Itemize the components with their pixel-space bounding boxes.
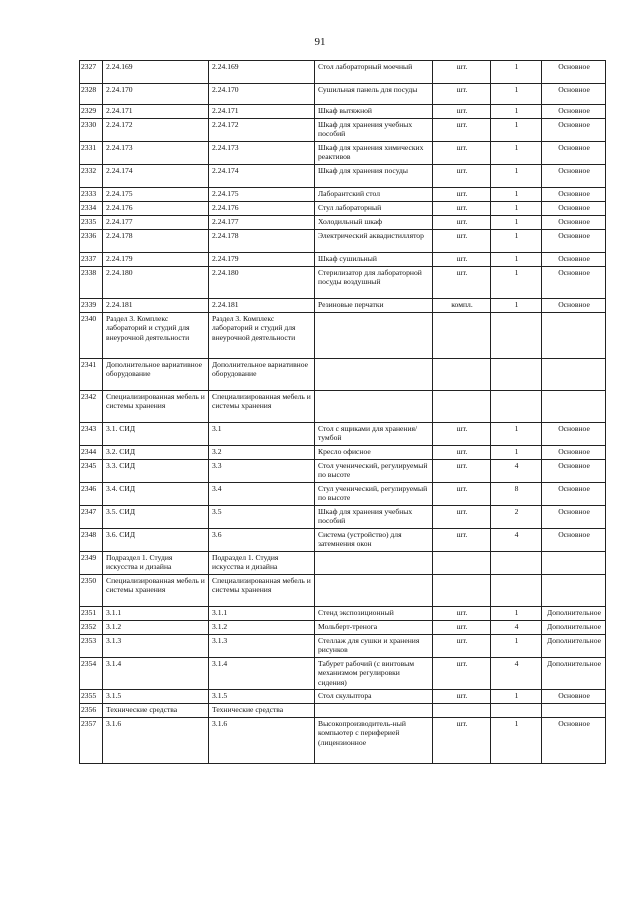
- type-cell: Основное: [542, 84, 606, 105]
- quantity-cell: 8: [491, 483, 542, 506]
- unit-cell: компл.: [433, 299, 491, 313]
- item-name-cell: Мольберт-тренога: [315, 621, 433, 635]
- code-cell: 2.24.170: [103, 84, 209, 105]
- table-row: [80, 552, 606, 575]
- table-row: [80, 423, 606, 446]
- type-cell: Основное: [542, 61, 606, 84]
- unit-cell: шт.: [433, 230, 491, 253]
- row-number-cell: 2348: [80, 529, 103, 552]
- unit-cell: шт.: [433, 718, 491, 764]
- code-cell: 2.24.179: [103, 253, 209, 267]
- quantity-cell: 1: [491, 84, 542, 105]
- row-number-cell: 2350: [80, 575, 103, 607]
- table-row: [80, 690, 606, 704]
- table-row: [80, 621, 606, 635]
- item-name-cell: Шкаф сушильный: [315, 253, 433, 267]
- item-name-cell: [315, 575, 433, 607]
- table-row: [80, 253, 606, 267]
- code-cell: 2.24.172: [103, 119, 209, 142]
- code-cell: 2.24.180: [103, 267, 209, 299]
- code-cell: 2.24.169: [103, 61, 209, 84]
- quantity-cell: 1: [491, 718, 542, 764]
- quantity-cell: 1: [491, 230, 542, 253]
- reference-cell: 3.2: [209, 446, 315, 460]
- reference-cell: 3.1.3: [209, 635, 315, 658]
- code-cell: 3.6. СИД: [103, 529, 209, 552]
- unit-cell: шт.: [433, 202, 491, 216]
- unit-cell: [433, 575, 491, 607]
- item-name-cell: Стол с ящиками для хранения/тумбой: [315, 423, 433, 446]
- table-row: [80, 607, 606, 621]
- quantity-cell: 1: [491, 188, 542, 202]
- reference-cell: 2.24.171: [209, 105, 315, 119]
- reference-cell: 3.1.2: [209, 621, 315, 635]
- table-row: [80, 658, 606, 690]
- table-row: [80, 216, 606, 230]
- item-name-cell: Стерилизатор для лабораторной посуды воздушный: [315, 267, 433, 299]
- row-number-cell: 2334: [80, 202, 103, 216]
- reference-cell: Специализированная мебель и системы хранения: [209, 575, 315, 607]
- quantity-cell: 4: [491, 460, 542, 483]
- table-row: [80, 635, 606, 658]
- unit-cell: шт.: [433, 460, 491, 483]
- table-row: [80, 446, 606, 460]
- code-cell: 2.24.173: [103, 142, 209, 165]
- unit-cell: шт.: [433, 165, 491, 188]
- table-row: [80, 61, 606, 84]
- unit-cell: шт.: [433, 658, 491, 690]
- quantity-cell: [491, 704, 542, 718]
- type-cell: Основное: [542, 253, 606, 267]
- item-name-cell: Шкаф для хранения химических реактивов: [315, 142, 433, 165]
- code-cell: 3.2. СИД: [103, 446, 209, 460]
- reference-cell: 2.24.174: [209, 165, 315, 188]
- type-cell: Основное: [542, 299, 606, 313]
- type-cell: Основное: [542, 446, 606, 460]
- code-cell: 2.24.178: [103, 230, 209, 253]
- code-cell: 3.1.5: [103, 690, 209, 704]
- row-number-cell: 2342: [80, 391, 103, 423]
- table-row: [80, 84, 606, 105]
- item-name-cell: Высокопроизводитель-ный компьютер с периферией (лицензионное: [315, 718, 433, 764]
- code-cell: 3.1.6: [103, 718, 209, 764]
- type-cell: Дополнительное: [542, 658, 606, 690]
- row-number-cell: 2343: [80, 423, 103, 446]
- type-cell: Основное: [542, 483, 606, 506]
- item-name-cell: [315, 313, 433, 359]
- code-cell: 2.24.177: [103, 216, 209, 230]
- unit-cell: [433, 313, 491, 359]
- unit-cell: шт.: [433, 483, 491, 506]
- item-name-cell: Лаборантский стол: [315, 188, 433, 202]
- item-name-cell: Стол скульптора: [315, 690, 433, 704]
- row-number-cell: 2332: [80, 165, 103, 188]
- row-number-cell: 2337: [80, 253, 103, 267]
- reference-cell: 3.5: [209, 506, 315, 529]
- type-cell: Основное: [542, 267, 606, 299]
- table-row: [80, 230, 606, 253]
- item-name-cell: [315, 552, 433, 575]
- row-number-cell: 2338: [80, 267, 103, 299]
- quantity-cell: 1: [491, 105, 542, 119]
- quantity-cell: 4: [491, 621, 542, 635]
- unit-cell: шт.: [433, 253, 491, 267]
- item-name-cell: Система (устройство) для затемнения окон: [315, 529, 433, 552]
- table-row: [80, 299, 606, 313]
- row-number-cell: 2336: [80, 230, 103, 253]
- unit-cell: шт.: [433, 607, 491, 621]
- table-row: [80, 704, 606, 718]
- item-name-cell: [315, 359, 433, 391]
- table-row: [80, 483, 606, 506]
- quantity-cell: [491, 391, 542, 423]
- row-number-cell: 2330: [80, 119, 103, 142]
- item-name-cell: Холодильный шкаф: [315, 216, 433, 230]
- table-row: [80, 460, 606, 483]
- unit-cell: шт.: [433, 216, 491, 230]
- reference-cell: 2.24.178: [209, 230, 315, 253]
- item-name-cell: Стеллаж для сушки и хранения рисунков: [315, 635, 433, 658]
- row-number-cell: 2329: [80, 105, 103, 119]
- row-number-cell: 2353: [80, 635, 103, 658]
- item-name-cell: Стол ученический, регулируемый по высоте: [315, 460, 433, 483]
- table-row: [80, 391, 606, 423]
- reference-cell: 3.1.1: [209, 607, 315, 621]
- unit-cell: шт.: [433, 621, 491, 635]
- type-cell: Основное: [542, 529, 606, 552]
- code-cell: Специализированная мебель и системы хранения: [103, 575, 209, 607]
- row-number-cell: 2327: [80, 61, 103, 84]
- item-name-cell: Шкаф для хранения учебных пособий: [315, 506, 433, 529]
- table-row: [80, 267, 606, 299]
- reference-cell: 2.24.176: [209, 202, 315, 216]
- quantity-cell: 1: [491, 607, 542, 621]
- unit-cell: шт.: [433, 142, 491, 165]
- reference-cell: 3.4: [209, 483, 315, 506]
- reference-cell: Технические средства: [209, 704, 315, 718]
- reference-cell: 3.1.5: [209, 690, 315, 704]
- table-row: [80, 313, 606, 359]
- item-name-cell: Стол лабораторный моечный: [315, 61, 433, 84]
- code-cell: 3.1.4: [103, 658, 209, 690]
- quantity-cell: [491, 552, 542, 575]
- type-cell: Основное: [542, 119, 606, 142]
- code-cell: 2.24.181: [103, 299, 209, 313]
- quantity-cell: 1: [491, 423, 542, 446]
- quantity-cell: [491, 575, 542, 607]
- quantity-cell: 1: [491, 267, 542, 299]
- item-name-cell: Шкаф для хранения учебных пособий: [315, 119, 433, 142]
- table-body: [80, 61, 606, 764]
- row-number-cell: 2340: [80, 313, 103, 359]
- row-number-cell: 2349: [80, 552, 103, 575]
- quantity-cell: 1: [491, 690, 542, 704]
- unit-cell: [433, 552, 491, 575]
- code-cell: 2.24.174: [103, 165, 209, 188]
- quantity-cell: 4: [491, 658, 542, 690]
- reference-cell: 2.24.169: [209, 61, 315, 84]
- row-number-cell: 2355: [80, 690, 103, 704]
- quantity-cell: 1: [491, 202, 542, 216]
- quantity-cell: 1: [491, 446, 542, 460]
- code-cell: Подраздел 1. Студия искусства и дизайна: [103, 552, 209, 575]
- type-cell: Основное: [542, 230, 606, 253]
- type-cell: Основное: [542, 216, 606, 230]
- code-cell: 2.24.175: [103, 188, 209, 202]
- type-cell: Основное: [542, 105, 606, 119]
- item-name-cell: Кресло офисное: [315, 446, 433, 460]
- unit-cell: шт.: [433, 61, 491, 84]
- quantity-cell: 2: [491, 506, 542, 529]
- reference-cell: Раздел 3. Комплекс лабораторий и студий для внеурочной деятельности: [209, 313, 315, 359]
- type-cell: [542, 391, 606, 423]
- item-name-cell: Сушильная панель для посуды: [315, 84, 433, 105]
- code-cell: Технические средства: [103, 704, 209, 718]
- quantity-cell: 1: [491, 299, 542, 313]
- item-name-cell: [315, 391, 433, 423]
- code-cell: 3.1. СИД: [103, 423, 209, 446]
- table-row: [80, 188, 606, 202]
- code-cell: 3.4. СИД: [103, 483, 209, 506]
- table-row: [80, 202, 606, 216]
- quantity-cell: 1: [491, 61, 542, 84]
- table-row: [80, 529, 606, 552]
- quantity-cell: 1: [491, 142, 542, 165]
- item-name-cell: Стул лабораторный: [315, 202, 433, 216]
- code-cell: 3.3. СИД: [103, 460, 209, 483]
- quantity-cell: 1: [491, 165, 542, 188]
- type-cell: [542, 552, 606, 575]
- type-cell: Основное: [542, 506, 606, 529]
- unit-cell: [433, 391, 491, 423]
- item-name-cell: Стул ученический, регулируемый по высоте: [315, 483, 433, 506]
- code-cell: 3.1.3: [103, 635, 209, 658]
- type-cell: Дополнительное: [542, 621, 606, 635]
- code-cell: Дополнительное вариативное оборудование: [103, 359, 209, 391]
- row-number-cell: 2333: [80, 188, 103, 202]
- unit-cell: шт.: [433, 635, 491, 658]
- reference-cell: 2.24.170: [209, 84, 315, 105]
- item-name-cell: Стенд экспозиционный: [315, 607, 433, 621]
- unit-cell: шт.: [433, 119, 491, 142]
- unit-cell: шт.: [433, 267, 491, 299]
- reference-cell: 2.24.179: [209, 253, 315, 267]
- row-number-cell: 2354: [80, 658, 103, 690]
- table-row: [80, 506, 606, 529]
- item-name-cell: Резиновые перчатки: [315, 299, 433, 313]
- quantity-cell: 1: [491, 635, 542, 658]
- type-cell: Основное: [542, 142, 606, 165]
- unit-cell: шт.: [433, 188, 491, 202]
- item-name-cell: Шкаф вытяжной: [315, 105, 433, 119]
- table-row: [80, 359, 606, 391]
- reference-cell: 2.24.181: [209, 299, 315, 313]
- type-cell: Основное: [542, 690, 606, 704]
- reference-cell: Подраздел 1. Студия искусства и дизайна: [209, 552, 315, 575]
- row-number-cell: 2341: [80, 359, 103, 391]
- type-cell: Основное: [542, 202, 606, 216]
- code-cell: 2.24.171: [103, 105, 209, 119]
- row-number-cell: 2347: [80, 506, 103, 529]
- row-number-cell: 2331: [80, 142, 103, 165]
- row-number-cell: 2328: [80, 84, 103, 105]
- item-name-cell: [315, 704, 433, 718]
- reference-cell: 2.24.175: [209, 188, 315, 202]
- table-row: [80, 119, 606, 142]
- type-cell: Основное: [542, 165, 606, 188]
- quantity-cell: 1: [491, 119, 542, 142]
- row-number-cell: 2356: [80, 704, 103, 718]
- unit-cell: шт.: [433, 690, 491, 704]
- item-name-cell: Табурет рабочий (с винтовым механизмом регулировки сидения): [315, 658, 433, 690]
- reference-cell: 3.6: [209, 529, 315, 552]
- code-cell: 3.1.1: [103, 607, 209, 621]
- reference-cell: 2.24.172: [209, 119, 315, 142]
- type-cell: Основное: [542, 423, 606, 446]
- table-row: [80, 142, 606, 165]
- unit-cell: шт.: [433, 423, 491, 446]
- row-number-cell: 2344: [80, 446, 103, 460]
- type-cell: [542, 313, 606, 359]
- unit-cell: шт.: [433, 84, 491, 105]
- row-number-cell: 2352: [80, 621, 103, 635]
- quantity-cell: 1: [491, 216, 542, 230]
- table-row: [80, 105, 606, 119]
- unit-cell: [433, 359, 491, 391]
- reference-cell: Дополнительное вариативное оборудование: [209, 359, 315, 391]
- code-cell: Специализированная мебель и системы хранения: [103, 391, 209, 423]
- reference-cell: 2.24.180: [209, 267, 315, 299]
- equipment-table: [79, 60, 606, 764]
- type-cell: Основное: [542, 188, 606, 202]
- reference-cell: 3.3: [209, 460, 315, 483]
- type-cell: Дополнительное: [542, 635, 606, 658]
- type-cell: [542, 359, 606, 391]
- reference-cell: 2.24.177: [209, 216, 315, 230]
- code-cell: 2.24.176: [103, 202, 209, 216]
- code-cell: 3.1.2: [103, 621, 209, 635]
- type-cell: Основное: [542, 718, 606, 764]
- table-row: [80, 165, 606, 188]
- code-cell: 3.5. СИД: [103, 506, 209, 529]
- unit-cell: шт.: [433, 105, 491, 119]
- row-number-cell: 2335: [80, 216, 103, 230]
- page-number: 91: [314, 36, 326, 48]
- row-number-cell: 2345: [80, 460, 103, 483]
- quantity-cell: 4: [491, 529, 542, 552]
- item-name-cell: Шкаф для хранения посуды: [315, 165, 433, 188]
- reference-cell: 3.1.4: [209, 658, 315, 690]
- quantity-cell: [491, 313, 542, 359]
- row-number-cell: 2357: [80, 718, 103, 764]
- reference-cell: 3.1.6: [209, 718, 315, 764]
- reference-cell: Специализированная мебель и системы хранения: [209, 391, 315, 423]
- unit-cell: [433, 704, 491, 718]
- unit-cell: шт.: [433, 446, 491, 460]
- type-cell: [542, 575, 606, 607]
- quantity-cell: [491, 359, 542, 391]
- quantity-cell: 1: [491, 253, 542, 267]
- item-name-cell: Электрический аквадистиллятор: [315, 230, 433, 253]
- table-row: [80, 575, 606, 607]
- type-cell: [542, 704, 606, 718]
- reference-cell: 3.1: [209, 423, 315, 446]
- reference-cell: 2.24.173: [209, 142, 315, 165]
- unit-cell: шт.: [433, 506, 491, 529]
- unit-cell: шт.: [433, 529, 491, 552]
- table-row: [80, 718, 606, 764]
- type-cell: Дополнительное: [542, 607, 606, 621]
- code-cell: Раздел 3. Комплекс лабораторий и студий для внеурочной деятельности: [103, 313, 209, 359]
- row-number-cell: 2339: [80, 299, 103, 313]
- row-number-cell: 2351: [80, 607, 103, 621]
- row-number-cell: 2346: [80, 483, 103, 506]
- type-cell: Основное: [542, 460, 606, 483]
